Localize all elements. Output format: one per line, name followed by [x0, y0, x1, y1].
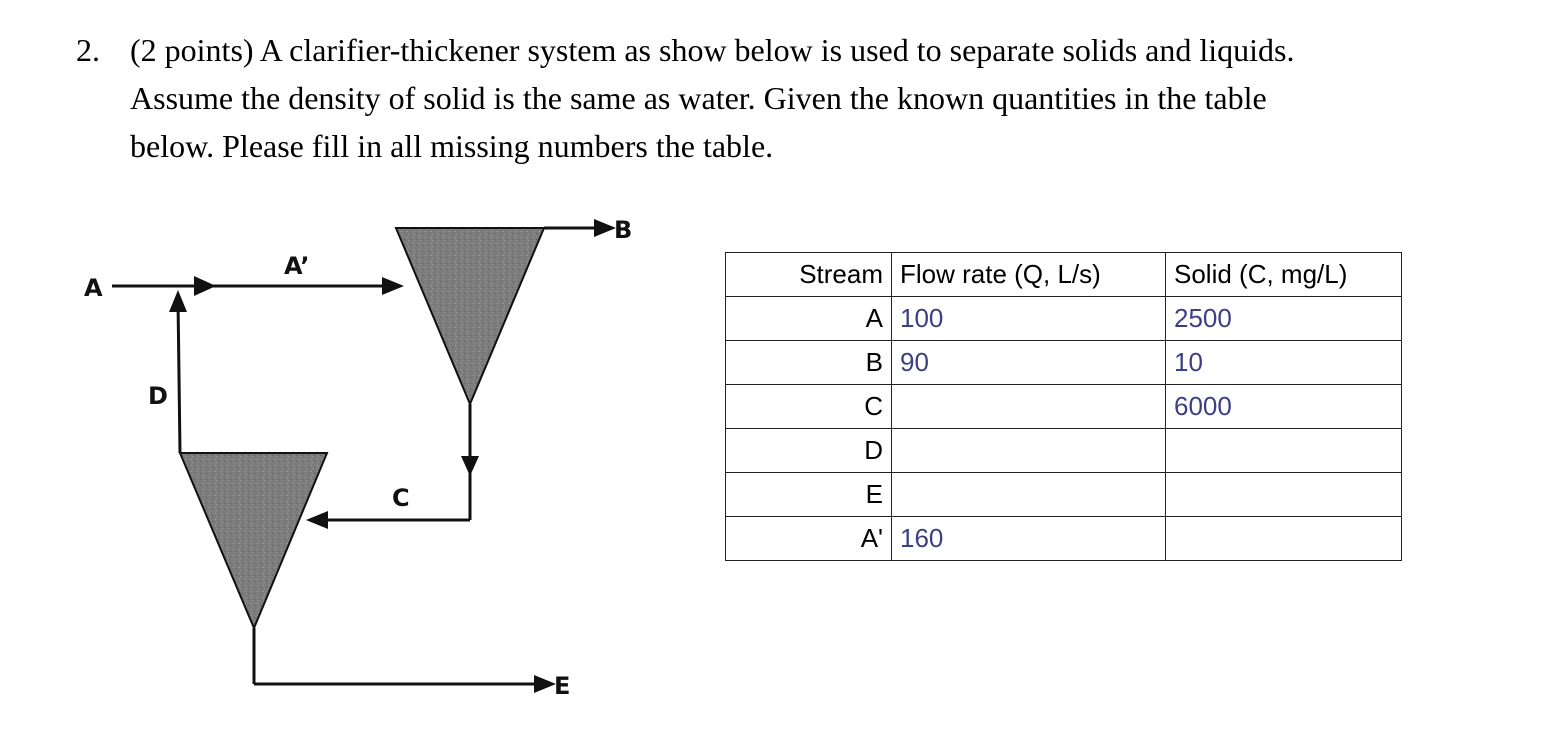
label-a-prime: A’ — [284, 252, 310, 280]
table-row — [726, 297, 1402, 341]
table-row — [726, 473, 1402, 517]
cell-flow — [892, 429, 1166, 473]
arrowhead-icon — [194, 276, 216, 296]
stream-table-container — [725, 252, 1402, 561]
cell-flow: 160 — [892, 517, 1166, 561]
cell-stream: E — [726, 473, 892, 517]
arrowhead-icon — [594, 219, 616, 237]
cell-solid — [1166, 429, 1402, 473]
arrowhead-icon — [461, 456, 479, 476]
table-header-row — [726, 253, 1402, 297]
label-a: A — [84, 274, 103, 302]
cell-stream: B — [726, 341, 892, 385]
table-row — [726, 341, 1402, 385]
arrowhead-icon — [169, 290, 187, 312]
flow-diagram-svg — [70, 200, 670, 730]
cell-stream: C — [726, 385, 892, 429]
cell-stream: A' — [726, 517, 892, 561]
question-line: Assume the density of solid is the same as water. Given the known quantities in the table — [130, 80, 1267, 116]
arrowhead-icon — [382, 277, 404, 295]
cell-flow: 100 — [892, 297, 1166, 341]
cell-solid — [1166, 517, 1402, 561]
arrowhead-icon — [534, 675, 556, 693]
header-flow-rate: Flow rate (Q, L/s) — [892, 253, 1166, 297]
label-e: E — [554, 672, 571, 700]
cell-stream: A — [726, 297, 892, 341]
arrowhead-icon — [306, 511, 328, 529]
cell-solid: 6000 — [1166, 385, 1402, 429]
clarifier-thickener-diagram — [70, 200, 670, 730]
header-solid: Solid (C, mg/L) — [1166, 253, 1402, 297]
clarifier-tank — [396, 228, 544, 404]
thickener-tank — [180, 453, 327, 628]
cell-solid: 10 — [1166, 341, 1402, 385]
label-c: C — [392, 484, 410, 512]
cell-stream: D — [726, 429, 892, 473]
question-body — [130, 26, 1490, 170]
cell-solid — [1166, 473, 1402, 517]
label-d: D — [148, 382, 168, 410]
table-row — [726, 429, 1402, 473]
table-row — [726, 385, 1402, 429]
cell-flow — [892, 385, 1166, 429]
stream-table — [725, 252, 1402, 561]
cell-solid: 2500 — [1166, 297, 1402, 341]
cell-flow: 90 — [892, 341, 1166, 385]
table-row — [726, 517, 1402, 561]
label-b: B — [614, 216, 633, 244]
question-line: below. Please fill in all missing numbers the table. — [130, 128, 774, 164]
stream-d-line — [178, 300, 180, 453]
question-line: (2 points) A clarifier-thickener system as show below is used to separate solids and liquids. — [130, 32, 1295, 68]
cell-flow — [892, 473, 1166, 517]
question-number: 2. — [76, 32, 100, 68]
header-stream: Stream — [726, 253, 892, 297]
